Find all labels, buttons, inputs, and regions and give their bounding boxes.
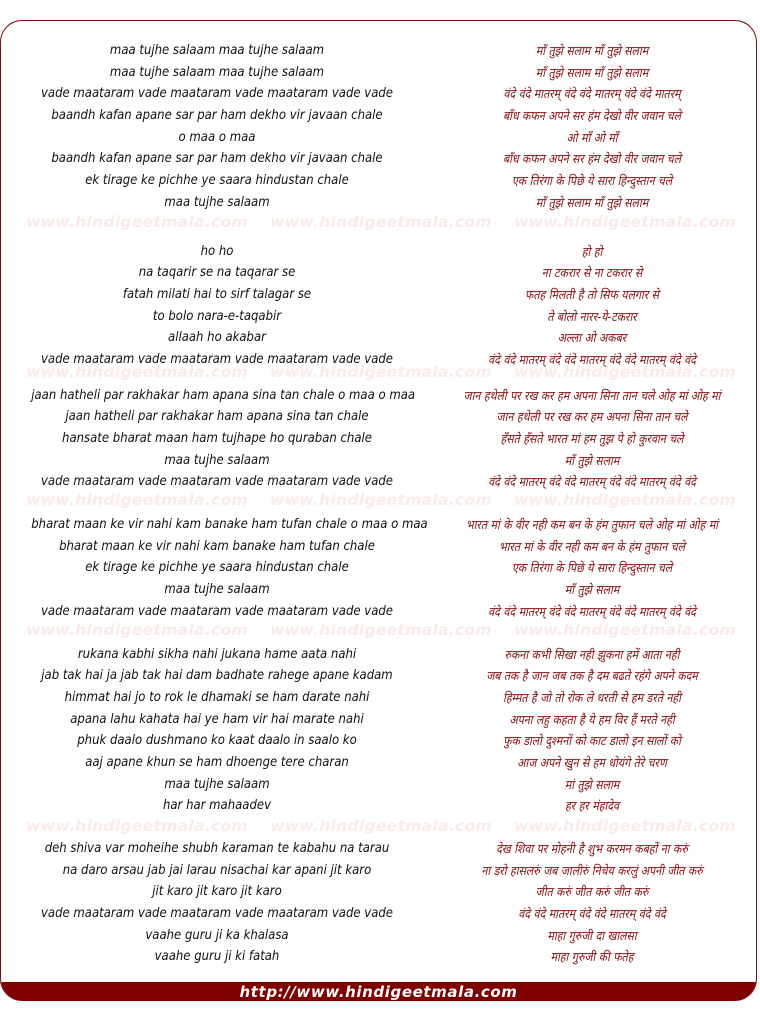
english-lyrics-column (1, 40, 433, 968)
lyric-line: माँ तुझे सलाम (564, 582, 620, 598)
lyric-line: जान हथेली पर रख कर हम अपना सिना तान चले (496, 409, 688, 425)
lyric-line: bharat maan ke vir nahi kam banake ham tufan chale o maa o maa (31, 516, 428, 533)
lyric-line: हर हर मंहादेव (564, 798, 620, 814)
lyric-line: जब तक है जान जब तक है दम बढते रहंगे अपने कदम (486, 668, 698, 684)
lyric-line: वंदे वंदे मातरम् वंदे वंदे मातरम् वंदे वंदे मातरम् वंदे वंदे (488, 603, 696, 619)
lyric-line: maa tujhe salaam maa tujhe salaam (109, 63, 325, 80)
lyric-line: allaah ho akabar (168, 329, 266, 346)
lyric-line: देख शिवा पर मोहनी है शुभ करमन कबहों ना करुं (496, 841, 688, 856)
watermark: www.hindigeetmala.com (26, 491, 248, 509)
lyric-line: maa tujhe salaam (164, 775, 270, 792)
lyric-line: vaahe guru ji ki fatah (154, 948, 280, 965)
lyric-line: maa tujhe salaam maa tujhe salaam (109, 42, 325, 58)
lyric-line: जीत करुं जीत करुं जीत करुं (535, 884, 649, 900)
stanza (411, 385, 757, 493)
lyric-line: फुक डालो दुश्मनों को काट डालो इन सालों को (503, 733, 681, 749)
lyric-line: माँ तुझे सलाम माँ तुझे सलाम (535, 43, 649, 58)
lyric-line: aaj apane khun se ham dhoenge tere charan (85, 753, 349, 770)
watermark: www.hindigeetmala.com (270, 817, 492, 835)
watermark: www.hindigeetmala.com (26, 213, 248, 231)
lyric-line: ek tirage ke pichhe ye saara hindustan chale (85, 559, 349, 576)
stanza (1, 644, 433, 818)
lyric-line: ना टकरार से ना टकरार से (541, 265, 643, 281)
stanza (411, 40, 757, 214)
lyric-line: vade maataram vade maataram vade maataram vade vade (41, 350, 393, 367)
watermark: www.hindigeetmala.com (514, 363, 736, 381)
lyric-line: vade maataram vade maataram vade maataram vade vade (41, 85, 393, 102)
lyric-line: fatah milati hai to sirf talagar se (122, 285, 312, 302)
lyric-line: na taqarir se na taqarar se (138, 264, 296, 281)
lyric-line: baandh kafan apane sar par ham dekho vir javaan chale (51, 150, 383, 167)
lyrics-card (0, 20, 757, 1001)
stanza (411, 514, 757, 622)
watermark: www.hindigeetmala.com (26, 817, 248, 835)
hindi-lyrics-column (411, 40, 757, 968)
lyric-line: ek tirage ke pichhe ye saara hindustan chale (85, 172, 349, 189)
lyric-line: एक तिरंगा के पिछे ये सारा हिन्दुस्तान चले (511, 173, 673, 189)
stanza (1, 385, 433, 493)
lyric-line: जान हथेली पर रख कर हम अपना सिना तान चले ओह मां ओह मां (463, 387, 721, 403)
lyric-line: मां तुझे सलाम (564, 776, 620, 792)
stanza (411, 644, 757, 818)
lyric-line: jab tak hai ja jab tak hai dam badhate rahege apane kadam (41, 667, 393, 684)
stanza (411, 241, 757, 371)
lyric-line: maa tujhe salaam (164, 581, 270, 598)
lyric-line: अल्ला ओ अकबर (557, 330, 627, 346)
footer-bar (1, 982, 756, 1001)
lyric-line: phuk daalo dushmano ko kaat daalo in saalo ko (77, 732, 357, 749)
lyric-line: har har mahaadev (162, 797, 272, 814)
watermark: www.hindigeetmala.com (514, 491, 736, 509)
lyric-line: o maa o maa (178, 128, 256, 145)
lyric-line: माँ तुझे सलाम (564, 452, 620, 468)
lyric-line: अपना लहु कहता है ये हम विर हैं मरते नही (509, 711, 675, 727)
lyric-line: वंदे वंदे मातरम् वंदे वंदे मातरम् वंदे वंदे मातरम् वंदे वंदे (488, 351, 696, 367)
watermark: www.hindigeetmala.com (514, 213, 736, 231)
watermark: www.hindigeetmala.com (270, 213, 492, 231)
lyric-line: to bolo nara-e-taqabir (152, 307, 282, 324)
lyric-line: apana lahu kahata hai ye ham vir hai marate nahi (70, 710, 364, 727)
lyric-line: माहा गुरुजी दा खालसा (547, 927, 637, 943)
stanza (1, 241, 433, 371)
lyric-line: bharat maan ke vir nahi kam banake ham tufan chale (59, 537, 375, 554)
lyric-line: ho ho (200, 242, 234, 259)
lyric-line: hansate bharat maan ham tujhape ho quraban chale (62, 430, 372, 446)
watermark: www.hindigeetmala.com (270, 363, 492, 381)
watermark: www.hindigeetmala.com (514, 817, 736, 835)
lyric-line: बाँध कफन अपने सर हंम देखो वीर जवान चले (502, 151, 682, 167)
lyric-line: baandh kafan apane sar par ham dekho vir javaan chale (51, 107, 383, 124)
lyric-line: हो हो (581, 243, 603, 259)
lyric-line: भारत मां के वीर नही कम बन के हंम तुफान चले ओह मां ओह मां (466, 517, 718, 533)
lyric-line: jaan hatheli par rakhakar ham apana sina tan chale o maa o maa (31, 386, 416, 403)
watermark: www.hindigeetmala.com (26, 363, 248, 381)
watermark: www.hindigeetmala.com (26, 621, 248, 639)
lyric-line: ते बोलो नारर-ये-टकरार (547, 308, 637, 324)
lyric-line: आज अपने खुन से हम धोयंगे तेरे चरण (517, 754, 667, 770)
lyric-line: एक तिरंगा के पिछे ये सारा हिन्दुस्तान चले (511, 560, 673, 576)
lyric-line: फतह मिलती है तो सिफ यलगार से (524, 286, 660, 302)
lyric-line: माहा गुरुजी की फतेह (550, 949, 634, 965)
lyric-line: ओ माँ ओ माँ (566, 129, 618, 145)
watermark: www.hindigeetmala.com (270, 491, 492, 509)
lyric-line: वंदे वंदे मातरम् वंदे वंदे मातरम् वंदे वंदे मातरम् (503, 86, 681, 102)
footer-site-link[interactable]: http://www.hindigeetmala.com (239, 982, 518, 1001)
lyric-line: बाँध कफन अपने सर हंम देखो वीर जवान चले (502, 108, 682, 124)
lyric-line: रुकना कभी सिखा नही झुकना हमें आता नही (504, 646, 680, 662)
lyric-line: vade maataram vade maataram vade maataram vade vade (41, 473, 393, 490)
lyric-line: maa tujhe salaam (164, 451, 270, 468)
lyric-line: vade maataram vade maataram vade maataram vade vade (41, 602, 393, 619)
lyric-line: rukana kabhi sikha nahi jukana hame aata nahi (77, 645, 357, 662)
lyric-line: माँ तुझे सलाम माँ तुझे सलाम (535, 194, 649, 210)
stanza (1, 40, 433, 214)
lyric-line: माँ तुझे सलाम माँ तुझे सलाम (535, 64, 649, 80)
lyric-line: vade maataram vade maataram vade maataram vade vade (41, 905, 393, 922)
lyric-line: maa tujhe salaam (164, 193, 270, 210)
stanza (1, 838, 433, 968)
watermark: www.hindigeetmala.com (514, 621, 736, 639)
stanza (411, 838, 757, 968)
lyric-line: हँसते हँसते भारत मां हम तुझ पे हो कुरवान चले (500, 431, 684, 446)
stanza (1, 514, 433, 622)
lyric-line: हिम्मत है जो तो रोक ले धरती से हम डरते नही (503, 689, 681, 705)
lyric-line: jaan hatheli par rakhakar ham apana sina tan chale (65, 408, 369, 425)
watermark: www.hindigeetmala.com (270, 621, 492, 639)
lyric-line: na daro arsau jab jai larau nisachai kar apani jit karo (62, 861, 372, 878)
lyric-line: ना डरो हासलरुं जब जालीरुं निचेय करलुं अपनी जीत करुं (481, 862, 703, 878)
lyric-line: jit karo jit karo jit karo (152, 883, 282, 900)
lyric-line: deh shiva var moheihe shubh karaman te kabahu na tarau (44, 840, 390, 856)
lyric-line: himmat hai jo to rok le dhamaki se ham darate nahi (64, 688, 370, 705)
lyric-line: भारत मां के वीर नही कम बन के हंम तुफान चले (499, 538, 685, 554)
lyric-line: वंदे वंदे मातरम् वंदे वंदे मातरम् वंदे वंदे (518, 906, 666, 922)
lyric-line: वंदे वंदे मातरम् वंदे वंदे मातरम् वंदे वंदे मातरम् वंदे वंदे (488, 474, 696, 490)
lyric-line: vaahe guru ji ka khalasa (145, 926, 289, 943)
